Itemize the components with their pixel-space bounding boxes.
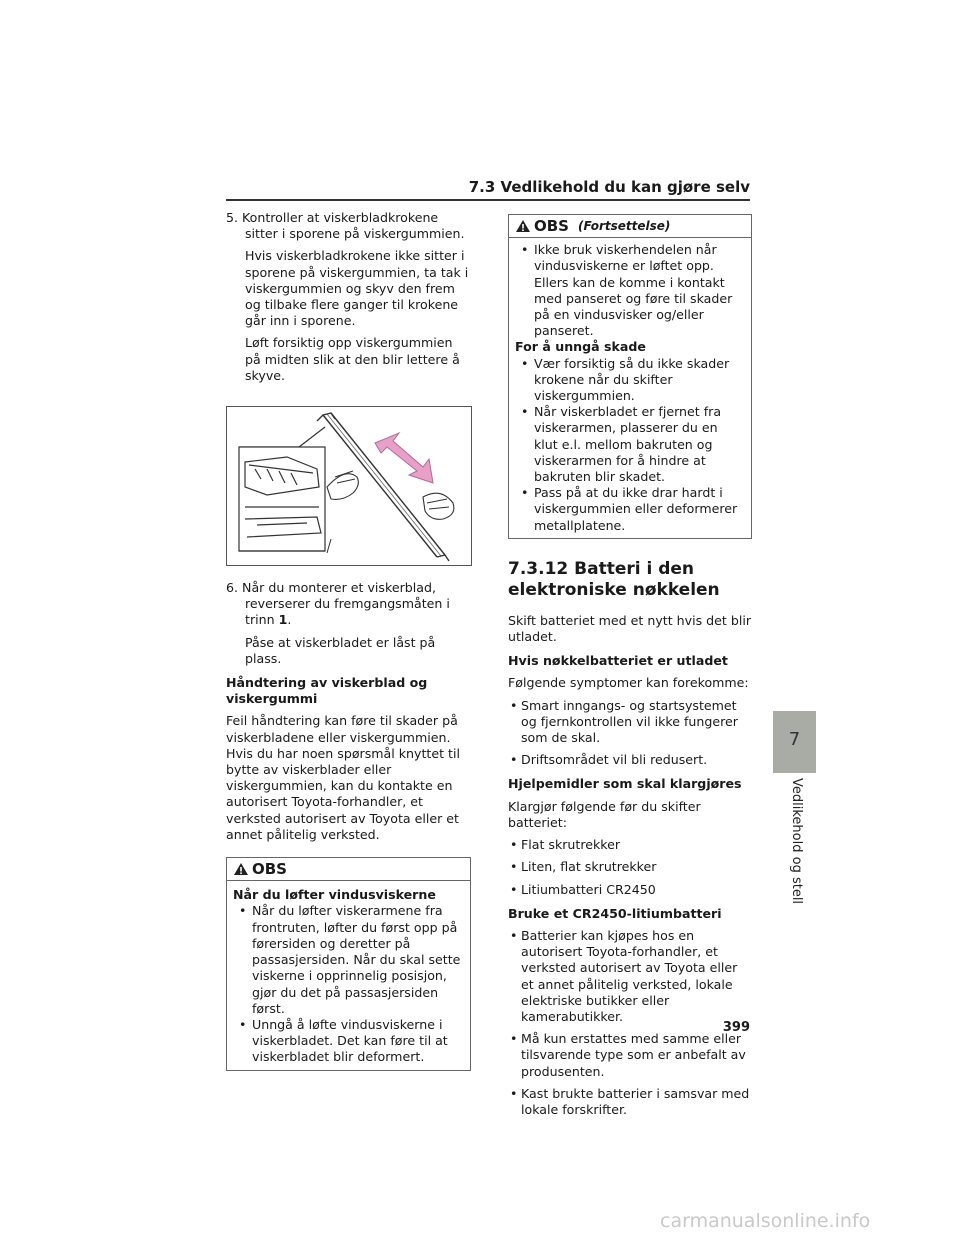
list-item: • Batterier kan kjøpes hos en autorisert Toyota-forhandler, et verksted autorisert av Toyota eller et annet pålitelig verksted, lokale elektriske butikker eller kamerabutikker. [508,928,752,1025]
step-6-end: . [287,612,292,628]
obs-bullet: • Når viskerbladet er fjernet fra viskerarmen, plasserer du en klut e.l. mellom bakruten og viskerarmen for å hindre at bakruten blir skadet. [515,404,745,485]
chapter-number: 7 [788,729,801,750]
obs-continued-body [509,238,751,534]
list-item: • Kast brukte batterier i samsvar med lokale forskrifter. [508,1086,752,1118]
obs-bullet: • Unngå å løfte vindusviskerne i viskerbladet. Det kan føre til at viskerbladet blir deformert. [233,1017,464,1066]
step-5-para-2: Løft forsiktig opp viskergummien på midten slik at den blir lettere å skyve. [245,335,460,383]
section-intro: Skift batteriet med et nytt hvis det blir utladet. [508,612,752,645]
step-6-text: 6. Når du monterer et viskerblad, reverserer du fremgangsmåten i trinn [226,580,450,628]
section-header-title: 7.3 Vedlikehold du kan gjøre selv [468,178,750,196]
obs-bullet: • Ikke bruk viskerhendelen når vindusviskerne er løftet opp. Ellers kan de komme i kontakt med panseret og føre til skader på en vindusvisker og/eller panseret. [515,242,745,339]
symptoms-intro: Følgende symptomer kan forekomme: [508,675,749,691]
obs-heading: Når du løfter vindusviskerne [233,887,436,903]
list-item: • Liten, flat skrutrekker [508,859,752,875]
right-column [508,214,752,1124]
obs-box [226,857,471,1070]
left-column [226,210,471,1071]
double-arrow-icon [375,433,433,483]
chapter-label: Vedlikehold og stell [789,778,804,905]
step-5-para-1: Hvis viskerbladkrokene ikke sitter i sporene på viskergummien, ta tak i viskergummien og skyv den frem og tilbake flere ganger til krokene går inn i sporene. [245,248,469,329]
chapter-side-label [788,778,806,978]
obs-bullet: • Vær forsiktig så du ikke skader krokene når du skifter viskergummien. [515,356,745,405]
wiper-drawing-svg [227,407,471,565]
obs-continued-label: (Fortsettelse) [578,219,671,233]
step-5-label: 5. Kontroller at viskerbladkrokene sitter i sporene på viskergummien. [226,210,465,242]
obs-header [227,858,470,881]
list-item: • Må kun erstattes med samme eller tilsvarende type som er anbefalt av produsenten. [508,1031,752,1080]
obs-label: OBS [252,860,287,879]
header-rule [226,199,750,201]
step-6-ref: 1 [278,612,288,628]
watermark: carmanualsonline.info [660,1210,871,1232]
obs-continued-box [508,214,752,539]
wiper-illustration [226,406,472,566]
subheading-battery-dead: Hvis nøkkelbatteriet er utladet [508,653,728,669]
list-item: • Flat skrutrekker [508,837,752,853]
obs-body [227,881,470,1065]
warning-triangle-icon [233,862,249,876]
section-title: 7.3.12 Batteri i den elektroniske nøkkelen [508,558,720,600]
handling-heading: Håndtering av viskerblad og viskergummi [226,675,428,707]
list-item: • Smart inngangs- og startsystemet og fjernkontrollen vil ikke fungerer som de skal. [508,698,752,747]
obs-bullet: • Når du løfter viskerarmene fra frontruten, løfter du først opp på førersiden og deretter på passasjersiden. Når du skal sette viskerne i opprinnelig posisjon, gjør du det på passasjersiden først. [233,903,464,1016]
obs-subheading: For å unngå skade [515,339,646,355]
handling-body: Feil håndtering kan føre til skader på viskerbladene eller viskergummien. Hvis du har noen spørsmål knyttet til bytte av viskerblader eller viskergummien, kan du kontakte en autorisert Toyota-forhandler, et verksted autorisert av Toyota eller et annet pålitelig verksted. [226,713,460,842]
subheading-tools: Hjelpemidler som skal klargjøres [508,776,742,792]
subheading-cr2450: Bruke et CR2450-litiumbatteri [508,905,722,921]
obs-bullet: • Pass på at du ikke drar hardt i viskergummien eller deformerer metallplatene. [515,485,745,534]
tools-intro: Klargjør følgende før du skifter batteriet: [508,798,701,830]
obs-continued-header [509,215,751,238]
page-number: 399 [722,1020,750,1035]
obs-label: OBS [534,217,569,235]
step-6-label [226,580,471,629]
list-item: • Litiumbatteri CR2450 [508,882,752,898]
list-item: • Driftsområdet vil bli redusert. [508,752,752,768]
warning-triangle-icon [515,219,531,233]
step-6-para: Påse at viskerbladet er låst på plass. [245,634,436,666]
chapter-tab [773,711,816,773]
